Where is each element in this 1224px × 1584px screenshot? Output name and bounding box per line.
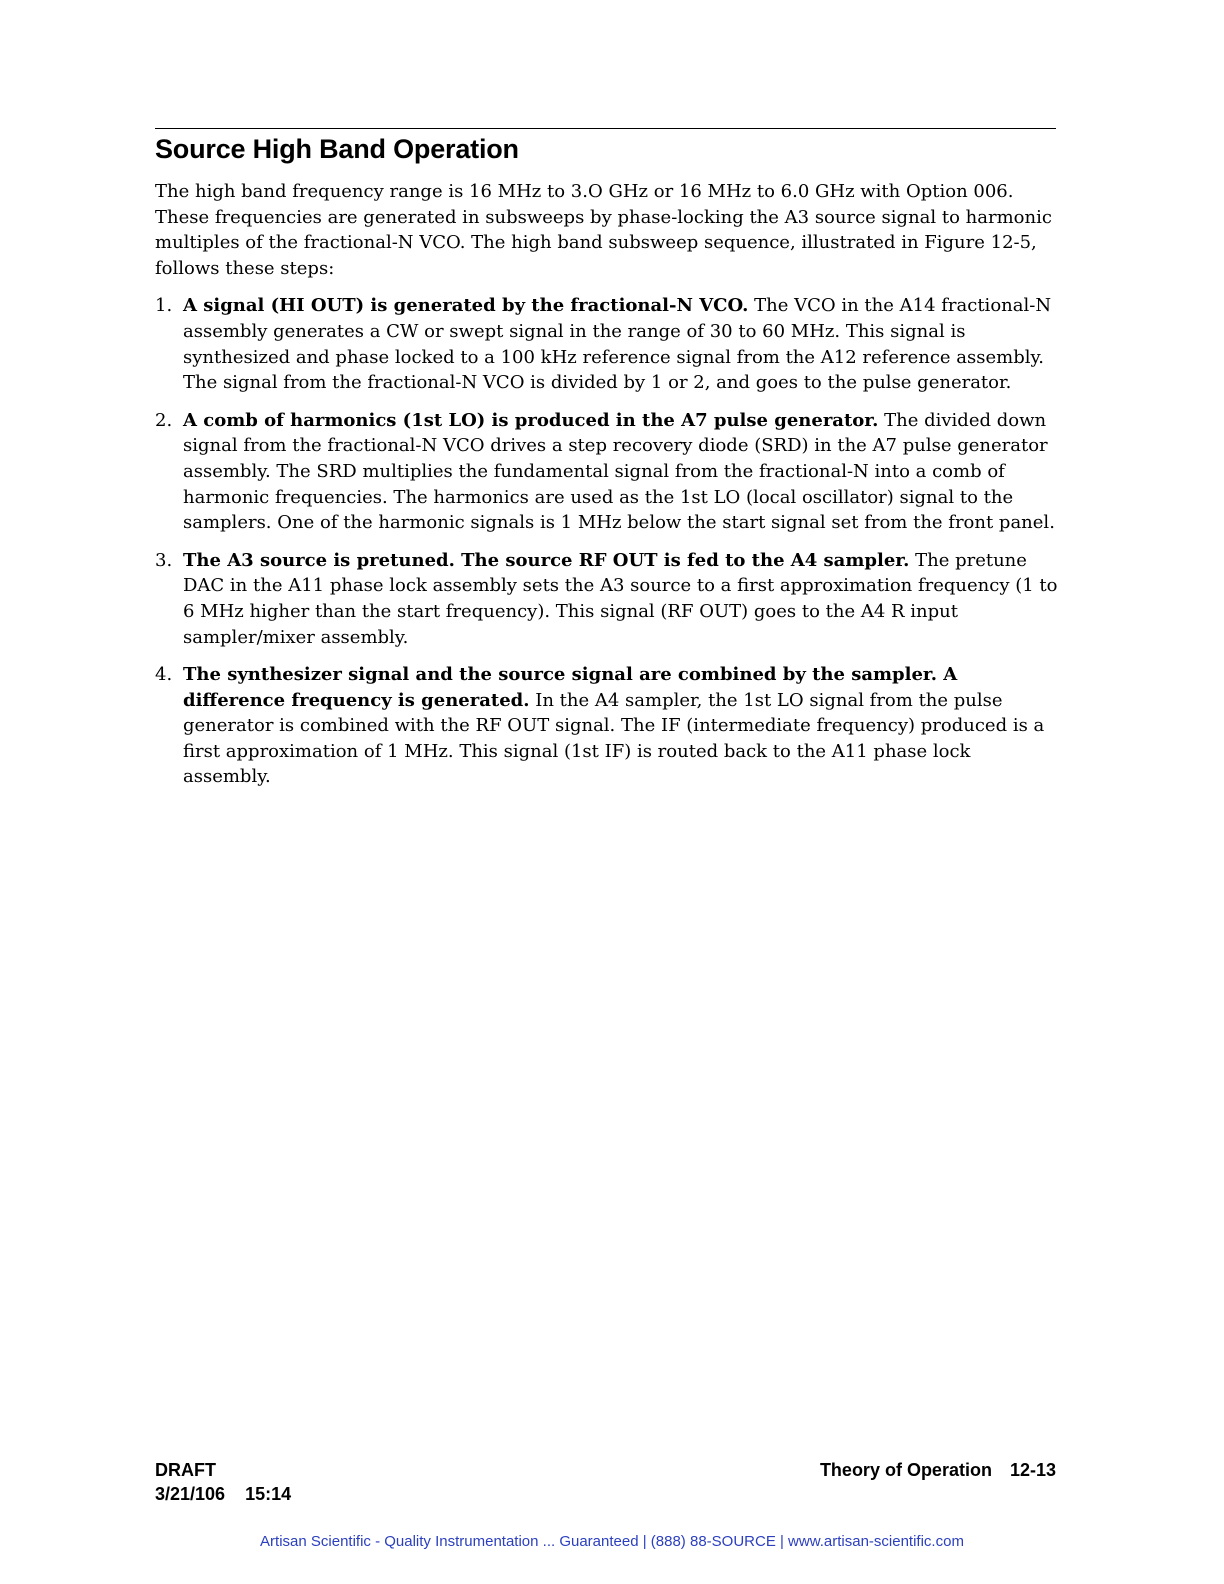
step-lead: The synthesizer signal and the source signal are combined by the sampler. A difference frequency is generated. [183, 664, 958, 711]
vendor-banner: Artisan Scientific - Quality Instrumentation ... Guaranteed | (888) 88-SOURCE | www.artisan-scientific.com [260, 1533, 964, 1550]
list-item [155, 293, 1060, 395]
footer-date: 3/21/106 [155, 1484, 226, 1504]
step-lead: The A3 source is pretuned. The source RF OUT is fed to the A4 sampler. [183, 549, 910, 571]
date-row [155, 1482, 291, 1506]
document-body [155, 179, 1060, 802]
draft-label: DRAFT [155, 1460, 216, 1480]
step-number: 4. [155, 664, 173, 686]
section-rule [155, 128, 1056, 129]
footer-time: 15:14 [245, 1484, 292, 1504]
steps-list [155, 293, 1060, 790]
step-number: 1. [155, 295, 173, 317]
step-number: 3. [155, 549, 173, 571]
footer-right [820, 1458, 1056, 1482]
page-number: 12-13 [1009, 1460, 1056, 1480]
list-item [155, 548, 1060, 650]
step-text: In the A4 sampler, the 1st LO signal from the pulse generator is combined with the RF OUT signal. The IF (intermediate frequency) produced is a first approximation of 1 MHz. This signal (1st IF) is routed back to the A11 phase lock assembly. [183, 689, 1045, 788]
step-number: 2. [155, 409, 173, 431]
list-item [155, 408, 1060, 536]
chapter-title: Theory of Operation [819, 1460, 992, 1480]
section-title: Source High Band Operation [155, 134, 519, 164]
step-lead: A comb of harmonics (1st LO) is produced in the A7 pulse generator. [183, 409, 879, 431]
step-lead: A signal (HI OUT) is generated by the fractional-N VCO. [183, 295, 749, 317]
footer-left [155, 1458, 291, 1506]
step-text: The VCO in the A14 fractional-N assembly generates a CW or swept signal in the range of 30 to 60 MHz. This signal is synthesized and phase locked to a 100 kHz reference signal from the A12 reference assembly. The signal from the fractional-N VCO is divided by 1 or 2, and goes to the pulse generator. [183, 295, 1052, 394]
intro-paragraph: The high band frequency range is 16 MHz to 3.O GHz or 16 MHz to 6.0 GHz with Option 006. These frequencies are generated in subsweeps by phase-locking the A3 source signal to harmonic multiples of the fractional-N VCO. The high band subsweep sequence, illustrated in Figure 12-5, follows these steps: [155, 181, 1052, 279]
step-text: The divided down signal from the fractional-N VCO drives a step recovery diode (SRD) in the A7 pulse generator assembly. The SRD multiplies the fundamental signal from the fractional-N into a comb of harmonic frequencies. The harmonics are used as the 1st LO (local oscillator) signal to the samplers. One of the harmonic signals is 1 MHz below the start signal set from the front panel. [183, 409, 1055, 534]
list-item [155, 662, 1060, 790]
step-text: The pretune DAC in the A11 phase lock assembly sets the A3 source to a first approximation frequency (1 to 6 MHz higher than the start frequency). This signal (RF OUT) goes to the A4 R input sampler/mixer assembly. [183, 549, 1058, 648]
